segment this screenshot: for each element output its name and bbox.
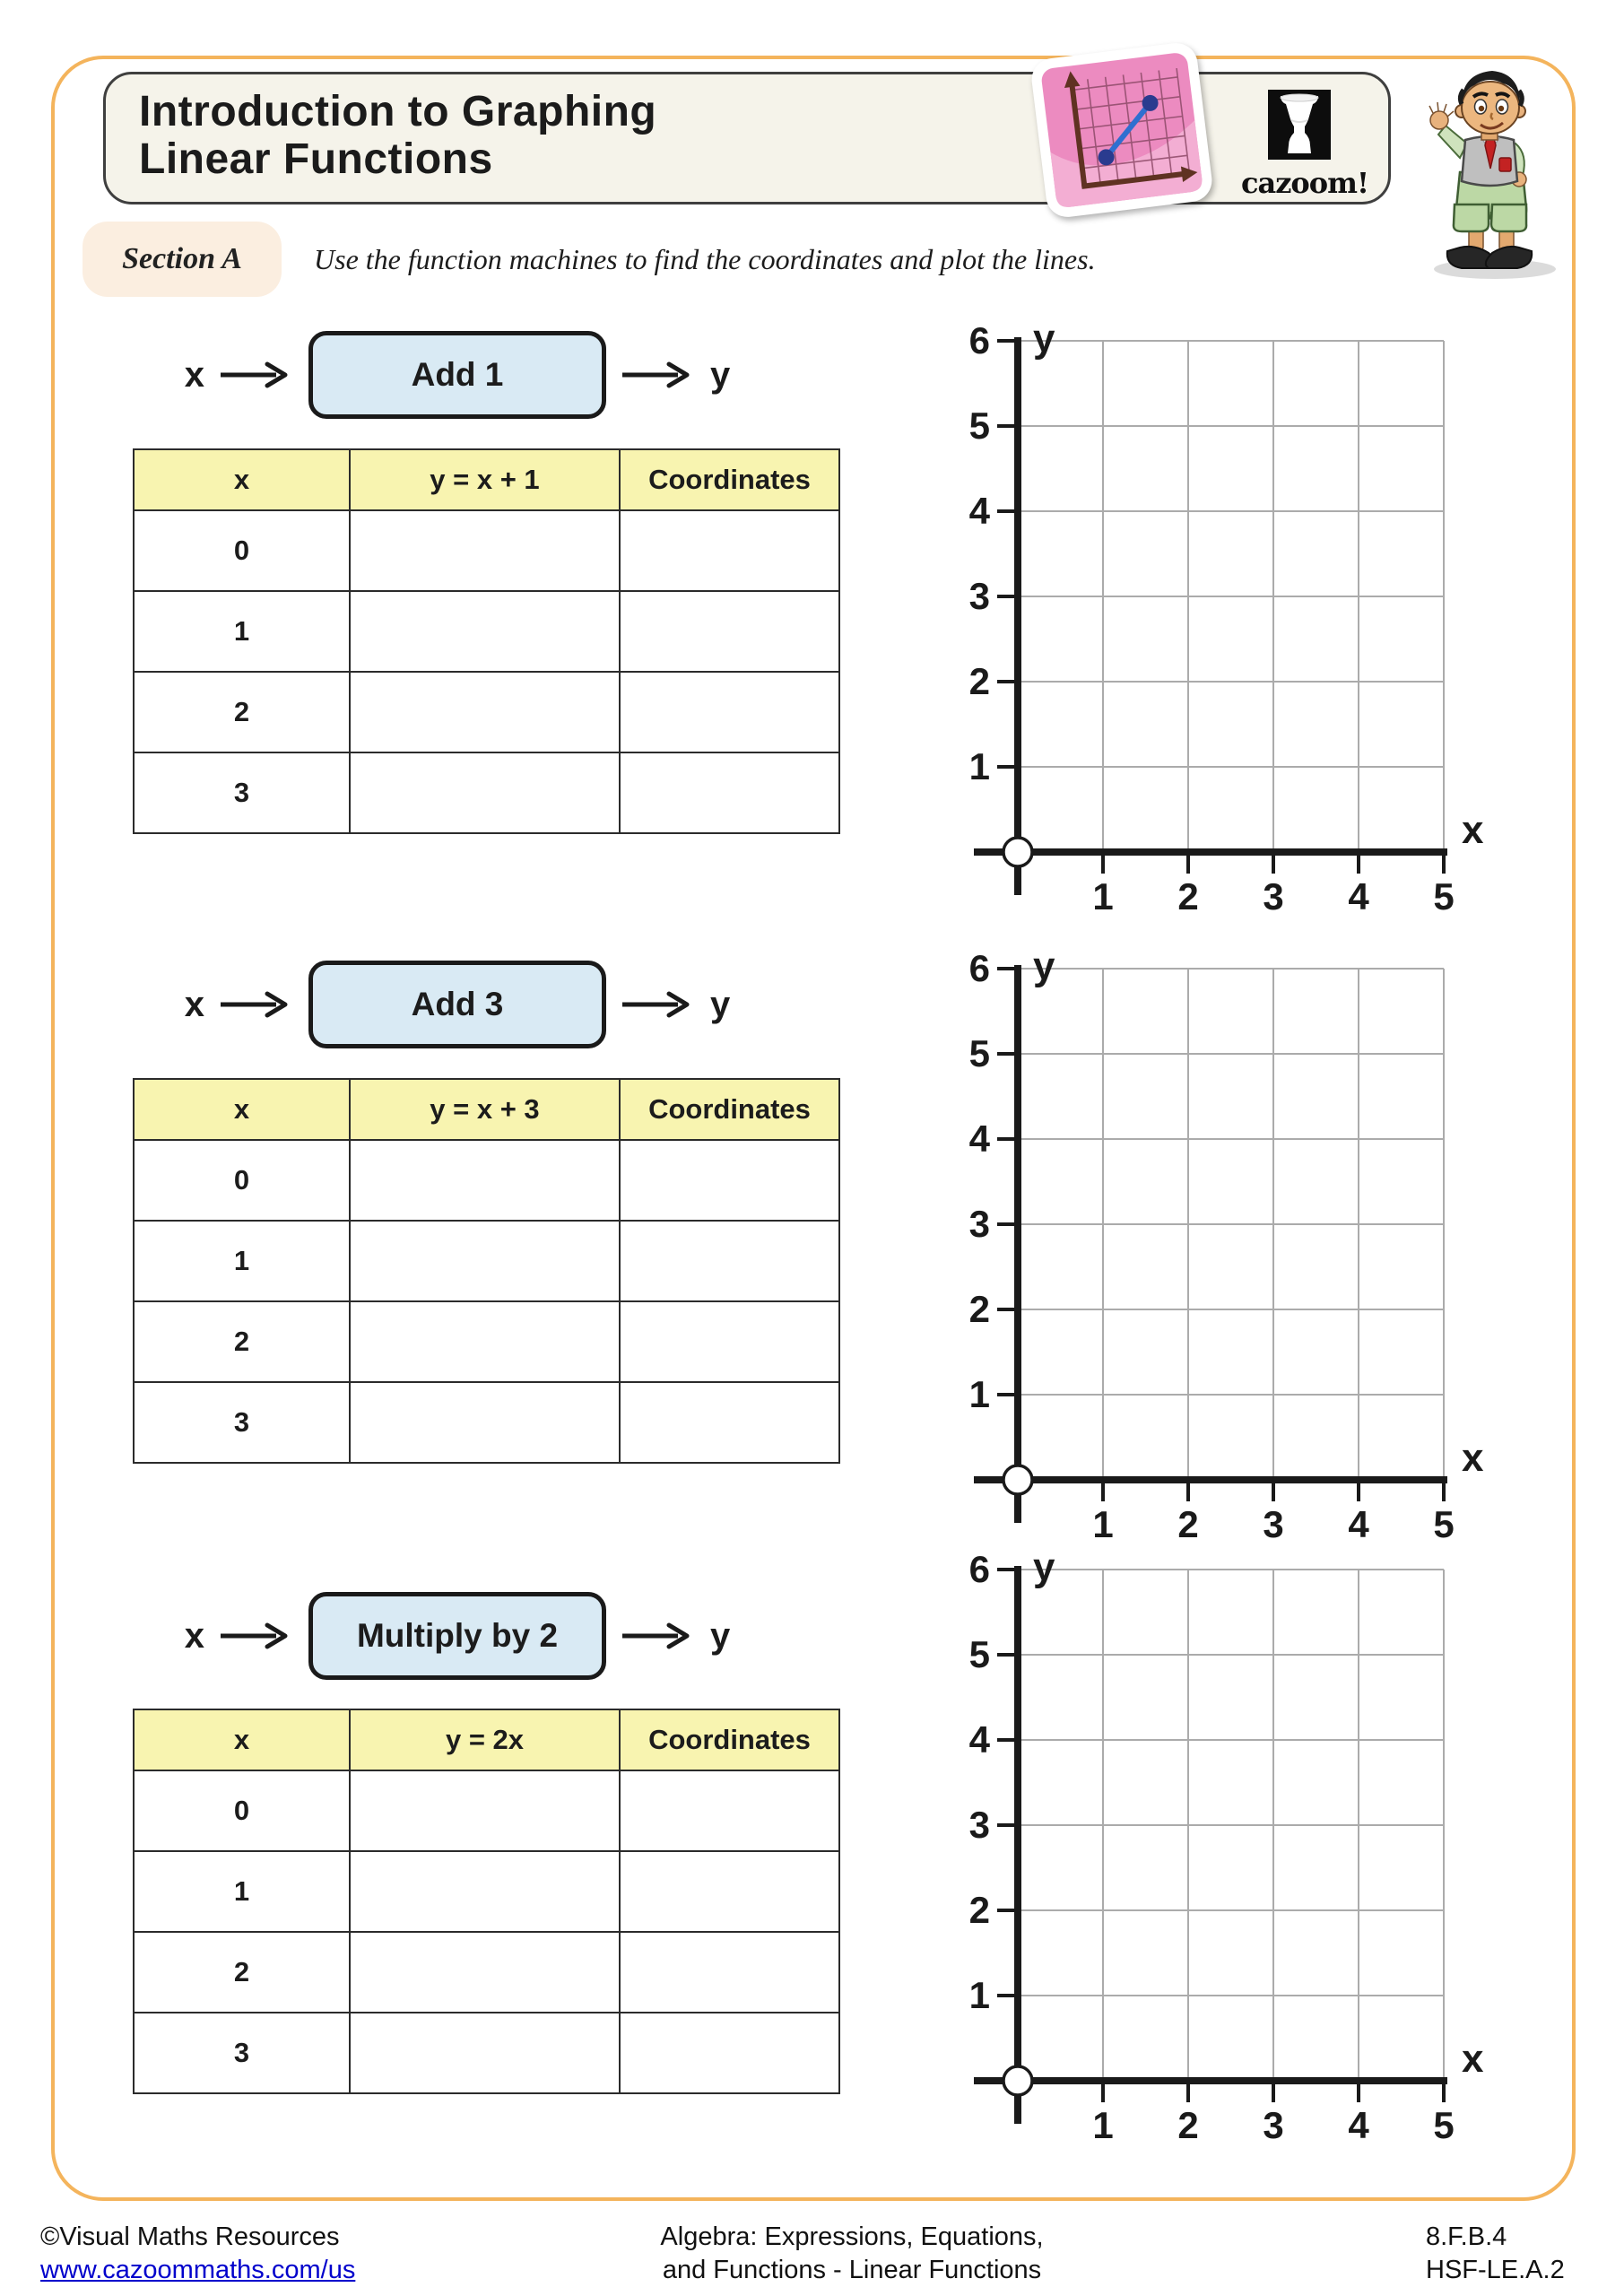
- coordinate-grid-3: [933, 1543, 1507, 2161]
- table-row: [134, 1932, 839, 2013]
- machine3-input-label: x: [184, 1615, 204, 1656]
- y-tick-label: 3: [968, 1203, 990, 1245]
- table-row: [134, 1221, 839, 1301]
- x-value-cell: 0: [134, 510, 350, 591]
- table-add-3: [133, 1078, 840, 1464]
- x-tick-label: 1: [1092, 1503, 1114, 1545]
- x-tick-label: 1: [1092, 875, 1114, 918]
- table-row: [134, 1301, 839, 1382]
- coordinates-answer-cell: [620, 1382, 839, 1463]
- x-value-cell: 2: [134, 1932, 350, 2013]
- table-row: [134, 2013, 839, 2093]
- y-tick-label: 4: [968, 1718, 990, 1761]
- x-tick-label: 3: [1263, 1503, 1284, 1545]
- right-arrow-icon: [219, 990, 294, 1019]
- coordinates-answer-cell: [620, 672, 839, 752]
- machine2-input-label: x: [184, 984, 204, 1024]
- coordinates-answer-cell: [620, 2013, 839, 2093]
- page-title-line1: Introduction to Graphing: [139, 88, 657, 135]
- mascot-boy-cartoon: [1410, 57, 1569, 286]
- y-axis-label: y: [1033, 317, 1055, 361]
- table-header-row: [134, 1709, 839, 1770]
- coordinates-answer-cell: [620, 591, 839, 672]
- x-tick-label: 3: [1263, 875, 1284, 918]
- footer-standard-code-2: HSF-LE.A.2: [1426, 2256, 1565, 2284]
- machine2-output-label: y: [710, 984, 731, 1024]
- x-value-cell: 2: [134, 672, 350, 752]
- x-tick-label: 4: [1348, 1503, 1369, 1545]
- y-tick-label: 6: [968, 947, 990, 989]
- footer-standards: [1426, 2221, 1565, 2287]
- machine1-input-label: x: [184, 354, 204, 395]
- y-tick-label: 3: [968, 1804, 990, 1846]
- x-axis-label: x: [1462, 1436, 1484, 1480]
- waving-boy-illustration: [1410, 57, 1569, 282]
- function-machine-multiply-by-2: [135, 1589, 780, 1683]
- x-tick-label: 2: [1177, 1503, 1199, 1545]
- y-answer-cell: [350, 2013, 620, 2093]
- right-arrow-icon: [219, 1622, 294, 1650]
- footer-website-link[interactable]: www.cazoommaths.com/us: [40, 2256, 356, 2284]
- table-row: [134, 1851, 839, 1932]
- table-header-row: [134, 1079, 839, 1140]
- footer-topic-line2: and Functions - Linear Functions: [662, 2256, 1042, 2284]
- y-axis-label: y: [1033, 944, 1055, 988]
- footer-topic: [493, 2221, 1211, 2287]
- y-tick-label: 2: [968, 1889, 990, 1931]
- djembe-drum-icon: [1268, 90, 1331, 160]
- footer-left: [40, 2221, 355, 2287]
- y-tick-label: 5: [968, 404, 990, 447]
- x-axis-label: x: [1462, 808, 1484, 852]
- coordinates-answer-cell: [620, 1770, 839, 1851]
- y-answer-cell: [350, 752, 620, 833]
- machine3-operation-box: Multiply by 2: [308, 1592, 606, 1680]
- coordinates-answer-cell: [620, 510, 839, 591]
- y-answer-cell: [350, 1770, 620, 1851]
- machine3-output-label: y: [710, 1615, 731, 1656]
- y-answer-cell: [350, 510, 620, 591]
- page-title-line2: Linear Functions: [139, 135, 493, 183]
- x-tick-label: 3: [1263, 2104, 1284, 2146]
- footer-topic-line1: Algebra: Expressions, Equations,: [660, 2222, 1044, 2251]
- table-row: [134, 672, 839, 752]
- y-answer-cell: [350, 672, 620, 752]
- y-tick-label: 4: [968, 1118, 990, 1160]
- footer-standard-code-1: 8.F.B.4: [1426, 2222, 1507, 2251]
- right-arrow-icon: [621, 1622, 696, 1650]
- function-machine-add-3: [135, 958, 780, 1051]
- col-header-coordinates: Coordinates: [620, 1079, 839, 1140]
- right-arrow-icon: [621, 361, 696, 389]
- y-tick-label: 2: [968, 660, 990, 702]
- coordinates-answer-cell: [620, 1301, 839, 1382]
- x-tick-label: 4: [1348, 2104, 1369, 2146]
- right-arrow-icon: [621, 990, 696, 1019]
- y-answer-cell: [350, 1301, 620, 1382]
- table-row: [134, 510, 839, 591]
- pink-graph-icon: [1029, 40, 1214, 219]
- section-a-instruction: Use the function machines to find the coordinates and plot the lines.: [314, 242, 1096, 275]
- col-header-formula: y = x + 3: [350, 1079, 620, 1140]
- coordinate-grid-2: [933, 942, 1507, 1561]
- y-tick-label: 2: [968, 1288, 990, 1330]
- y-tick-label: 1: [968, 1373, 990, 1415]
- y-axis-label: y: [1033, 1545, 1055, 1589]
- graph-card-icon: [1029, 40, 1214, 219]
- y-tick-label: 5: [968, 1032, 990, 1074]
- right-arrow-icon: [219, 361, 294, 389]
- table-row: [134, 752, 839, 833]
- table-row: [134, 1382, 839, 1463]
- y-tick-label: 4: [968, 490, 990, 532]
- coordinate-grid-1: [933, 314, 1507, 933]
- function-machine-add-1: [135, 328, 780, 422]
- machine2-operation-box: Add 3: [308, 961, 606, 1048]
- coordinates-answer-cell: [620, 1932, 839, 2013]
- origin-marker: [1003, 2066, 1032, 2095]
- y-tick-label: 5: [968, 1633, 990, 1675]
- section-a-label: Section A: [122, 242, 242, 275]
- x-tick-label: 4: [1348, 875, 1369, 918]
- page-title: [139, 88, 656, 183]
- coordinates-answer-cell: [620, 1140, 839, 1221]
- y-tick-label: 3: [968, 575, 990, 617]
- table-row: [134, 591, 839, 672]
- section-a-pill: [83, 222, 282, 297]
- col-header-coordinates: Coordinates: [620, 1709, 839, 1770]
- x-value-cell: 3: [134, 2013, 350, 2093]
- x-tick-label: 2: [1177, 875, 1199, 918]
- y-answer-cell: [350, 1140, 620, 1221]
- x-value-cell: 3: [134, 1382, 350, 1463]
- coordinates-answer-cell: [620, 1851, 839, 1932]
- x-tick-label: 1: [1092, 2104, 1114, 2146]
- y-answer-cell: [350, 591, 620, 672]
- col-header-x: x: [134, 449, 350, 510]
- table-row: [134, 1140, 839, 1221]
- x-tick-label: 2: [1177, 2104, 1199, 2146]
- coordinates-answer-cell: [620, 752, 839, 833]
- cazoom-logo: [1241, 90, 1368, 200]
- coordinates-answer-cell: [620, 1221, 839, 1301]
- table-add-1: [133, 448, 840, 834]
- machine1-output-label: y: [710, 354, 731, 395]
- col-header-formula: y = x + 1: [350, 449, 620, 510]
- x-value-cell: 2: [134, 1301, 350, 1382]
- x-value-cell: 1: [134, 1221, 350, 1301]
- x-value-cell: 0: [134, 1140, 350, 1221]
- y-tick-label: 1: [968, 745, 990, 787]
- machine1-operation-box: Add 1: [308, 331, 606, 419]
- x-tick-label: 5: [1433, 875, 1455, 918]
- col-header-formula: y = 2x: [350, 1709, 620, 1770]
- col-header-x: x: [134, 1079, 350, 1140]
- y-answer-cell: [350, 1851, 620, 1932]
- x-value-cell: 0: [134, 1770, 350, 1851]
- origin-marker: [1003, 838, 1032, 866]
- x-value-cell: 3: [134, 752, 350, 833]
- brand-text: cazoom!: [1241, 166, 1368, 200]
- table-row: [134, 1770, 839, 1851]
- table-header-row: [134, 449, 839, 510]
- y-tick-label: 1: [968, 1974, 990, 2016]
- y-answer-cell: [350, 1221, 620, 1301]
- y-tick-label: 6: [968, 319, 990, 361]
- origin-marker: [1003, 1465, 1032, 1494]
- col-header-x: x: [134, 1709, 350, 1770]
- x-axis-label: x: [1462, 2037, 1484, 2081]
- table-multiply-by-2: [133, 1709, 840, 2094]
- x-value-cell: 1: [134, 591, 350, 672]
- x-value-cell: 1: [134, 1851, 350, 1932]
- x-tick-label: 5: [1433, 1503, 1455, 1545]
- y-answer-cell: [350, 1932, 620, 2013]
- col-header-coordinates: Coordinates: [620, 449, 839, 510]
- x-tick-label: 5: [1433, 2104, 1455, 2146]
- y-answer-cell: [350, 1382, 620, 1463]
- footer-copyright: ©Visual Maths Resources: [40, 2222, 340, 2251]
- y-tick-label: 6: [968, 1548, 990, 1590]
